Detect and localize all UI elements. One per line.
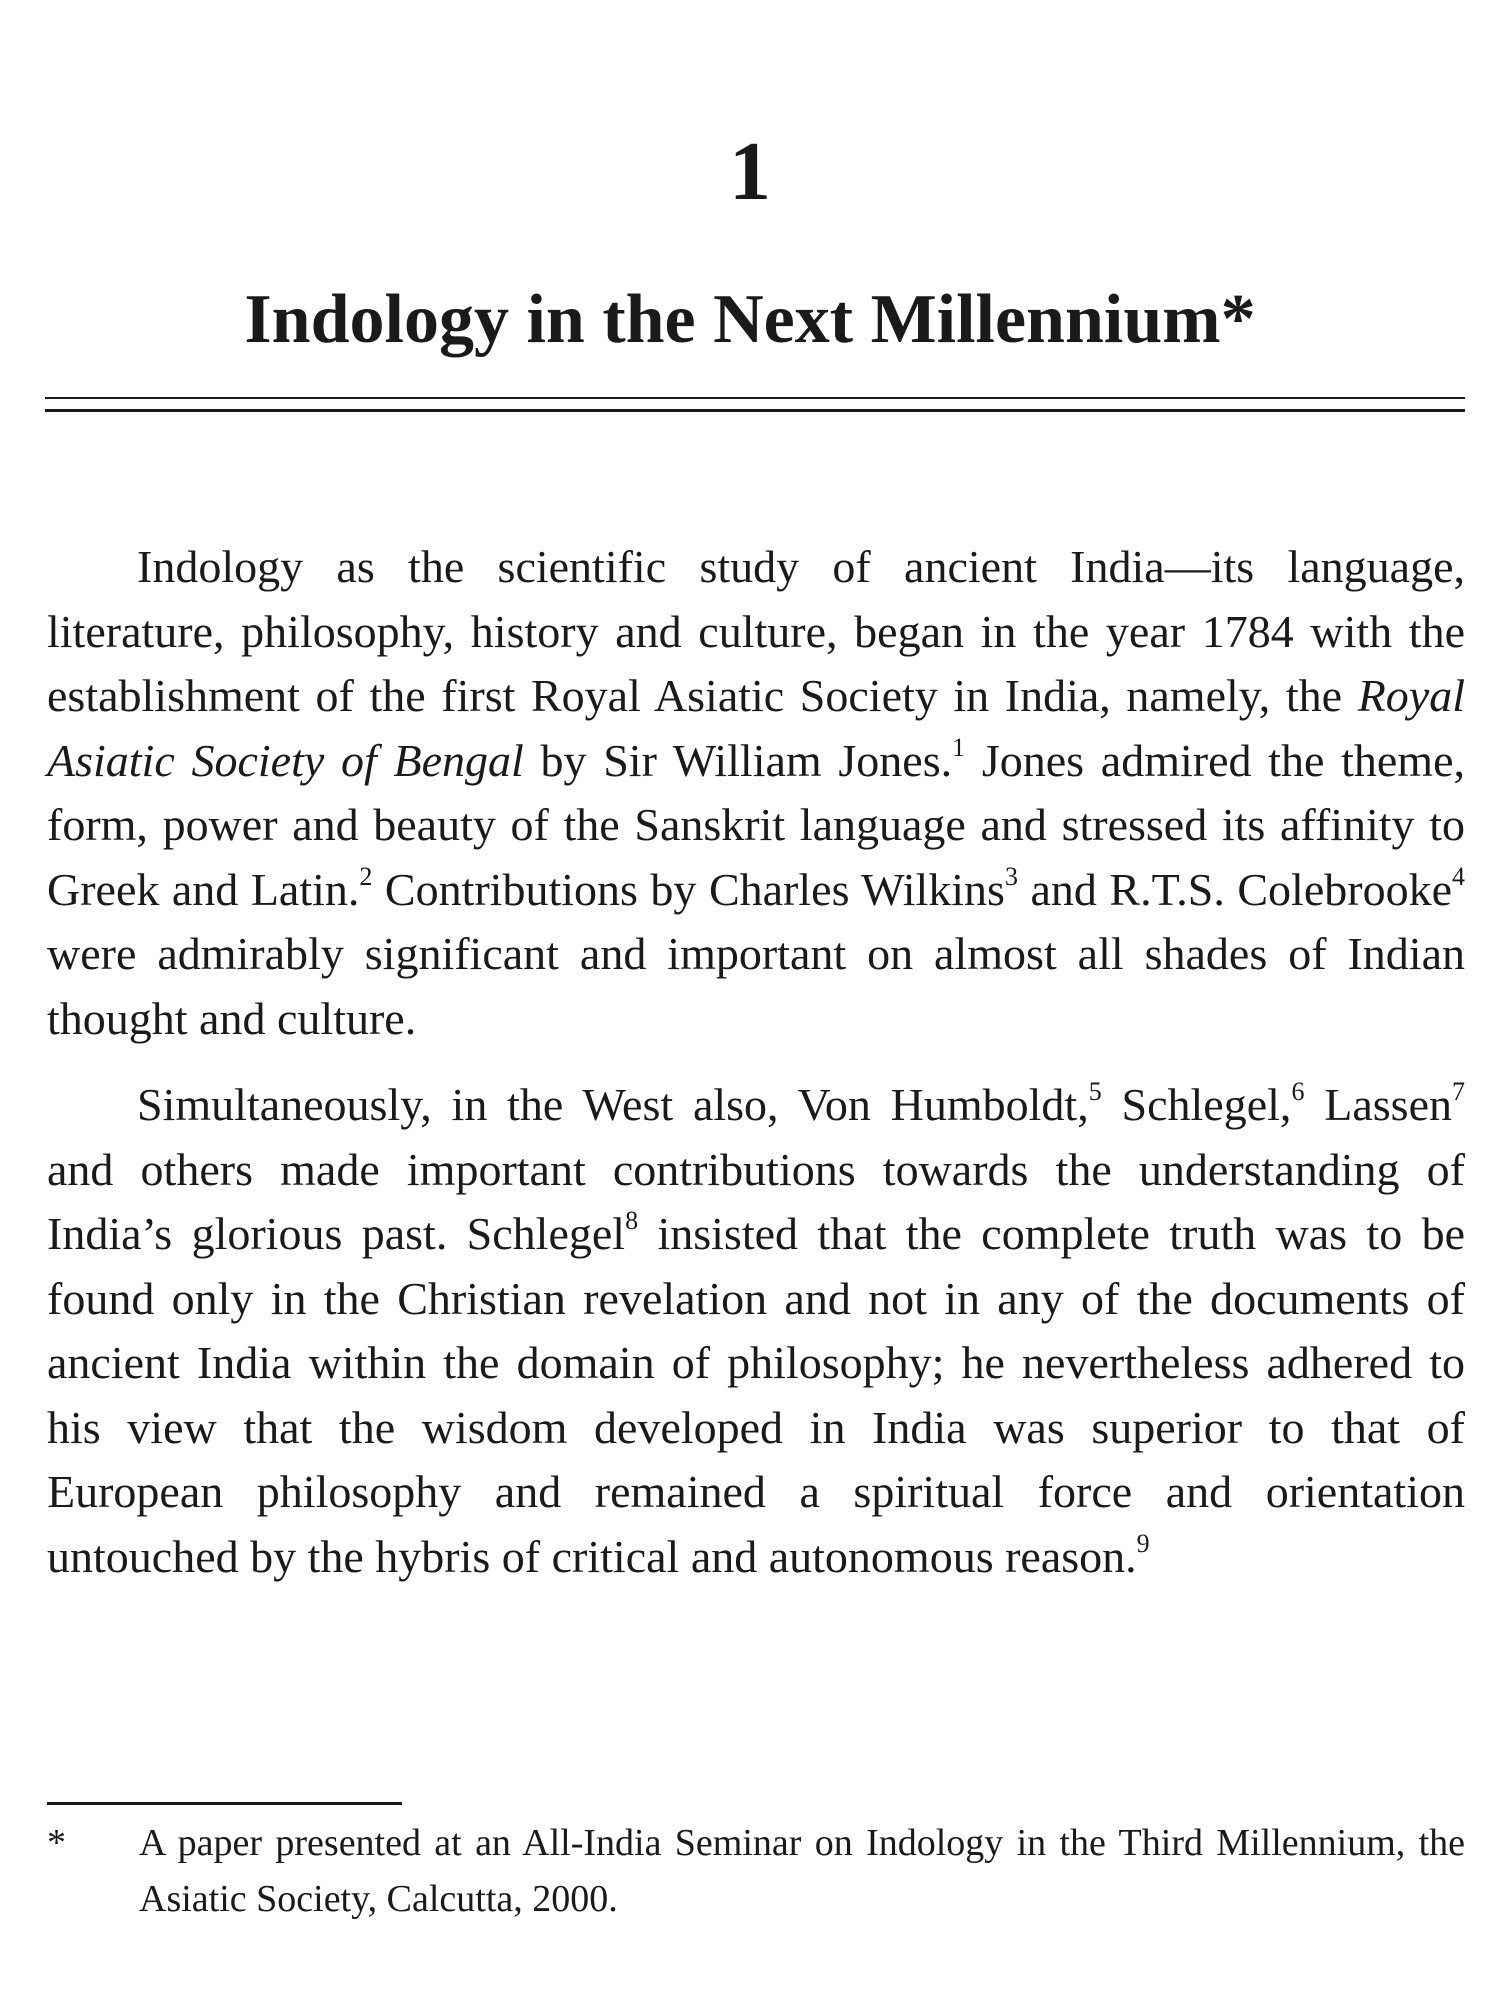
paragraph-1-text-a: Indology as the scientific study of ancient India—its language, literature, philosophy, history and culture, began in the year 1784 with the establishment of the first Royal Asiatic Society in India, namely, the <box>47 541 1465 721</box>
title-rule-top <box>45 397 1465 399</box>
footnote-ref-4: 4 <box>1452 861 1465 891</box>
paragraph-1-text-e: and R.T.S. Colebrooke <box>1017 863 1452 915</box>
footnote-ref-5: 5 <box>1088 1077 1102 1106</box>
chapter-number: 1 <box>729 125 771 218</box>
paragraph-2-text-b: Schlegel, <box>1101 1079 1292 1130</box>
footnote-ref-1: 1 <box>952 732 966 762</box>
footnote-ref-9: 9 <box>1136 1528 1150 1558</box>
body-text <box>47 535 1465 1589</box>
paragraph-2-text-a: Simultaneously, in the West also, Von Humboldt, <box>137 1079 1089 1130</box>
footnote-ref-6: 6 <box>1291 1077 1305 1106</box>
paragraph-1-text-d: Contributions by Charles Wilkins <box>372 863 1005 915</box>
footnote-text: A paper presented at an All-India Seminar on Indology in the Third Millennium, the Asiatic Society, Calcutta, 2000. <box>139 1822 1465 1920</box>
society-name-italic: Royal Asiatic Society of Bengal <box>47 670 1465 786</box>
footnote-ref-8: 8 <box>625 1206 639 1235</box>
paragraph-1-text-f: were admirably significant and important on almost all shades of Indian thought and culture. <box>47 928 1465 1044</box>
footnote-ref-7: 7 <box>1452 1077 1465 1106</box>
paragraph-1-text-c: Jones admired the theme, form, power and beauty of the Sanskrit language and stressed its affinity to Greek and Latin. <box>47 734 1466 915</box>
paragraph-2-text-c: Lassen <box>1304 1079 1452 1130</box>
footnote-ref-2: 2 <box>359 861 373 891</box>
paragraph-2-text-d: and others made important contributions towards the understanding of India’s glorious past. Schlegel <box>47 1143 1465 1259</box>
paragraph-2-text-e: insisted that the complete truth was to be found only in the Christian revelation and not in any of the documents of ancient India within the domain of philosophy; he nevertheless adhered to his view that the wisdom developed in India was superior to that of European philosophy and remained a spiritual force and orientation untouched by the hybris of critical and autonomous reason. <box>47 1208 1465 1582</box>
footnote-mark: * <box>47 1822 66 1864</box>
paragraph-2 <box>47 1073 1465 1589</box>
title-rule-bottom <box>45 409 1465 412</box>
chapter-title: Indology in the Next Millennium* <box>244 281 1256 358</box>
footnote-ref-3: 3 <box>1004 861 1018 891</box>
footnote-rule <box>47 1802 402 1805</box>
paragraph-1 <box>47 535 1465 1051</box>
footnote <box>47 1815 1465 1927</box>
paragraph-1-text-b: by Sir William Jones. <box>523 734 953 786</box>
